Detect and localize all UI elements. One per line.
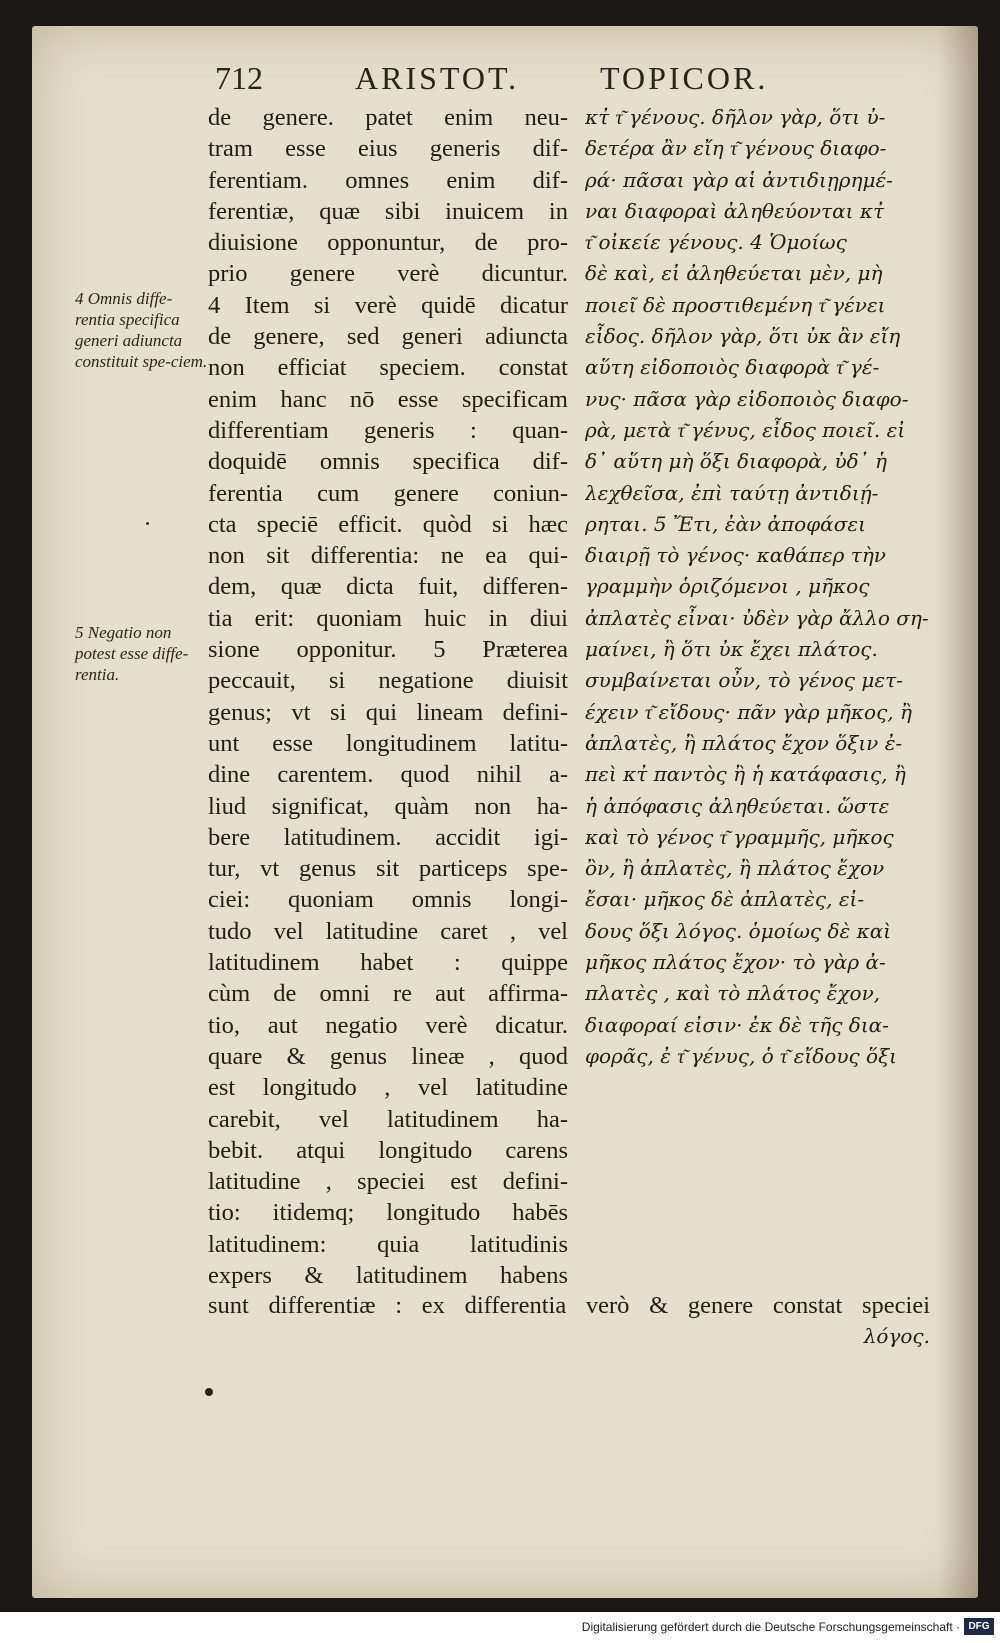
- text-line: tudo vel latitudine caret , vel: [208, 917, 568, 945]
- text-line: ποιεῖ δὲ προστιθεμένη τ͂ γένει: [585, 292, 886, 317]
- text-line: tio: itidemq; longitudo habēs: [208, 1199, 568, 1227]
- text-line: καὶ τὸ γένος τ͂ γραμμῆς, μῆκος: [585, 824, 894, 849]
- text-line: ναι διαφοραὶ ἀληθεύονται κτ̓: [585, 198, 885, 223]
- closing-lines: [208, 1290, 930, 1353]
- text-line: ἀπλατὲς, ἢ πλάτος ἔχον ὅξιν ἐ-: [585, 730, 903, 755]
- text-line: sione opponitur. 5 Præterea: [208, 636, 568, 664]
- text-line: de genere. patet enim neu-: [208, 104, 568, 131]
- text-line: non sit differentia: ne ea qui-: [208, 542, 568, 570]
- text-line: prio genere verè dicuntur.: [208, 260, 568, 288]
- text-line: liud significat, quàm non ha-: [208, 792, 568, 820]
- text-line: unt esse longitudinem latitu-: [208, 729, 568, 757]
- footer-credit: Digitalisierung gefördert durch die Deutsche Forschungsgemeinschaft ·: [581, 1620, 960, 1634]
- text-line: est longitudo , vel latitudine: [208, 1074, 568, 1102]
- text-line: πλατὲς , καὶ τὸ πλάτος ἔχον,: [585, 981, 881, 1006]
- text-line: tia erit: quoniam huic in diui: [208, 604, 568, 632]
- text-line: ferentiæ, quæ sibi inuicem in: [208, 197, 568, 225]
- text-line: latitudinem: quia latitudinis: [208, 1230, 568, 1258]
- margin-note-5: 5 Negatio non potest esse diffe-rentia.: [75, 623, 189, 684]
- text-line: δ᾽ αὕτη μὴ ὅξι διαφορὰ, ὐδ᾽ ἡ: [585, 449, 888, 474]
- text-line: νυς· πᾶσα γὰρ εἰδοποιὸς διαφο-: [585, 386, 909, 411]
- text-line: expers & latitudinem habens: [208, 1261, 568, 1289]
- text-line: 4 Item si verè quidē dicatur: [208, 291, 568, 319]
- running-title-right: TOPICOR.: [600, 60, 769, 96]
- text-line: tur, vt genus sit particeps spe-: [208, 855, 568, 883]
- dfg-logo: DFG: [964, 1618, 994, 1635]
- text-line: ρὰ, μετὰ τ͂ γένυς, εἶδος ποιεῖ. εἰ: [585, 417, 906, 442]
- text-line: ferentia cum genere coniun-: [208, 479, 568, 507]
- text-line: carebit, vel latitudinem ha-: [208, 1105, 568, 1133]
- text-line: αὕτη εἰδοποιὸς διαφορὰ τ͂ γέ-: [585, 355, 880, 380]
- text-line: γραμμὴν ὁριζόμενοι , μῆκος: [585, 574, 870, 599]
- text-line: tio, aut negatio verè dicatur.: [208, 1011, 568, 1039]
- text-line: tram esse eius generis dif-: [208, 135, 568, 163]
- text-line: δετέρα ἂν εἴη τ͂ γένους διαφο-: [585, 136, 887, 161]
- text-line: latitudine , speciei est defini-: [208, 1168, 568, 1196]
- page-spine-shadow: [938, 26, 978, 1598]
- digitization-footer: [0, 1612, 1000, 1643]
- text-line: cùm de omni re aut affirma-: [208, 980, 568, 1008]
- margin-note-4: 4 Omnis diffe-rentia specifica generi adiuncta constituit spe-ciem.: [75, 289, 208, 371]
- text-line: πεὶ κτ̓ παντὸς ἢ ἡ κατάφασις, ἢ: [585, 762, 906, 787]
- running-header: [215, 60, 915, 96]
- ink-speck: [146, 522, 149, 525]
- text-line: λεχθεῖσα, ἐπὶ ταύτῃ ἀντιδιῄ-: [585, 480, 879, 505]
- text-line: enim hanc nō esse specificam: [208, 385, 568, 413]
- text-line: quare & genus lineæ , quod: [208, 1042, 568, 1070]
- text-line: peccauit, si negatione diuisit: [208, 667, 568, 695]
- text-line: συμβαίνεται οὖν, τὸ γένος μετ-: [585, 668, 903, 693]
- text-line: genus; vt si qui lineam defini-: [208, 698, 568, 726]
- text-line: diuisione opponuntur, de pro-: [208, 229, 568, 257]
- text-line: dem, quæ dicta fuit, differen-: [208, 573, 568, 601]
- text-line: δους ὅξι λόγος. ὁμοίως δὲ καὶ: [585, 918, 892, 943]
- text-line: έχειν τ͂ εἴδους· πᾶν γὰρ μῆκος, ἢ: [585, 699, 912, 724]
- text-line: ἡ ἀπόφασις ἀληθεύεται. ὥστε: [585, 793, 890, 818]
- text-line: ciei: quoniam omnis longi-: [208, 886, 568, 914]
- text-line: latitudinem habet : quippe: [208, 949, 568, 977]
- text-line: ρηται. 5 Ἔτι, ἐὰν ἀποφάσει: [585, 511, 866, 536]
- text-line: μῆκος πλάτος ἔχον· τὸ γὰρ ἀ-: [585, 950, 886, 975]
- text-line: λόγος.: [863, 1324, 930, 1349]
- text-line: de genere, sed generi adiuncta: [208, 323, 568, 351]
- text-line: κτ̓ τ͂ γένους. δῆλον γὰρ, ὅτι ὐ-: [585, 105, 886, 129]
- text-line: διαφοραί εἰσιν· ἐκ δὲ τῆς δια-: [585, 1012, 889, 1037]
- text-line: doquidē omnis specifica dif-: [208, 448, 568, 476]
- text-line: τ͂ οἰκείε γένους. 4 Ὁμοίως: [585, 230, 847, 255]
- text-line: φορᾶς, ἐ τ͂ γένυς, ὁ τ͂ εἴδους ὅξι: [585, 1043, 897, 1068]
- text-line: dine carentem. quod nihil a-: [208, 761, 568, 789]
- text-line: ferentiam. omnes enim dif-: [208, 166, 568, 194]
- text-line: διαιρῇ τὸ γένος· καθάπερ τὴν: [585, 543, 886, 568]
- text-line: non efficiat speciem. constat: [208, 354, 568, 382]
- text-line: sunt differentiæ : ex differentia verò & genere constat speciei: [208, 1292, 930, 1319]
- ornament-mark: [205, 1388, 213, 1396]
- text-line: differentiam generis : quan-: [208, 416, 568, 444]
- page-number: 712: [215, 60, 263, 96]
- text-line: bebit. atqui longitudo carens: [208, 1136, 568, 1164]
- text-line: μαίνει, ἢ ὅτι ὐκ ἔχει πλάτος.: [585, 637, 878, 662]
- greek-column: [585, 102, 930, 1072]
- text-line: ρά· πᾶσαι γὰρ αἱ ἀντιδιῃρημέ-: [585, 167, 893, 192]
- text-line: ἀπλατὲς εἶναι· ὐδὲν γὰρ ἄλλο ση-: [585, 605, 929, 630]
- text-line: εἶδος. δῆλον γὰρ, ὅτι ὐκ ἂν εἴη: [585, 324, 901, 349]
- text-line: bere latitudinem. accidit igi-: [208, 823, 568, 851]
- running-title-left: ARISTOT.: [355, 60, 520, 96]
- text-line: cta speciē efficit. quòd si hæc: [208, 510, 568, 538]
- latin-column: [208, 102, 568, 1291]
- text-line: δὲ καὶ, εἰ ἀληθεύεται μὲν, μὴ: [585, 261, 883, 286]
- text-line: ὂν, ἢ ἀπλατὲς, ἢ πλάτος ἔχον: [585, 856, 885, 881]
- text-line: ἔσαι· μῆκος δὲ ἀπλατὲς, εἰ-: [585, 887, 865, 912]
